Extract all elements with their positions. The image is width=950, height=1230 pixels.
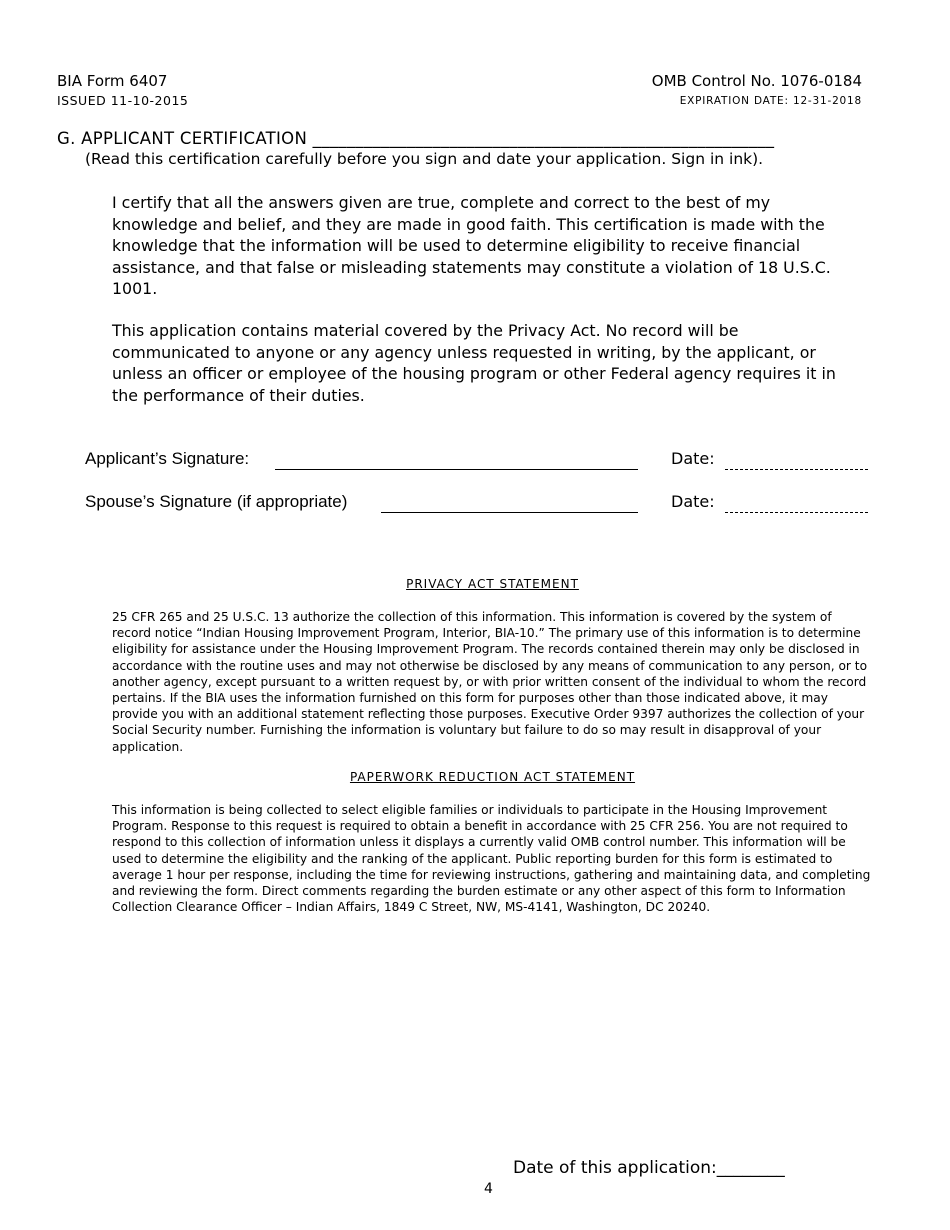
- applicant-signature-label: Applicant’s Signature:: [85, 449, 250, 468]
- applicant-signature-row: [85, 449, 875, 473]
- form-name: BIA Form 6407: [57, 72, 168, 90]
- issued-date: ISSUED 11-10-2015: [57, 93, 189, 108]
- certification-paragraph: I certify that all the answers given are true, complete and correct to the best of my knowledge and belief, and they are made in good faith. This certification is made with the knowledge that the information will be used to determine eligibility to receive financial assistance, and that false or misleading statements may constitute a violation of 18 U.S.C. 1001.: [112, 193, 831, 299]
- spouse-date-field[interactable]: [725, 512, 868, 513]
- privacy-notice-paragraph: This application contains material covered by the Privacy Act. No record will be communicated to anyone or any agency unless requested in writing, by the applicant, or unless an officer or employee of the housing program or other Federal agency requires it in the performance of their duties.: [112, 321, 836, 405]
- applicant-signature-field[interactable]: [275, 469, 638, 470]
- privacy-act-title: PRIVACY ACT STATEMENT: [406, 577, 579, 591]
- omb-control-number: OMB Control No. 1076-0184: [651, 72, 862, 90]
- privacy-act-text: 25 CFR 265 and 25 U.S.C. 13 authorize the collection of this information. This information is covered by the system of record notice “Indian Housing Improvement Program, Interior, BIA-10.” The primary use of this information is to determine eligibility for assistance under the Housing Improvement Program. The records contained therein may only be disclosed in accordance with the routine uses and may not otherwise be disclosed by any means of communication to any person, or to another agency, except pursuant to a written request by, or with prior written consent of the individual to whom the record pertains. If the BIA uses the information furnished on this form for purposes other than those indicated above, it may provide you with an additional statement reflecting those purposes. Executive Order 9397 authorizes the collection of your Social Security number. Furnishing the information is voluntary but failure to do so may result in disapproval of your application.: [112, 610, 868, 754]
- paperwork-act-text: This information is being collected to select eligible families or individuals to participate in the Housing Improvement Program. Response to this request is required to obtain a benefit in accordance with 25 CFR 256. You are not required to respond to this collection of information unless it displays a currently valid OMB control number. This information will be used to determine the eligibility and the ranking of the applicant. Public reporting burden for this form is estimated to average 1 hour per response, including the time for reviewing instructions, gathering and maintaining data, and completing and reviewing the form. Direct comments regarding the burden estimate or any other aspect of this form to Information Collection Clearance Officer – Indian Affairs, 1849 C Street, NW, MS-4141, Washington, DC 20240.: [112, 803, 871, 915]
- spouse-date-label: Date:: [671, 492, 715, 511]
- application-date-field[interactable]: Date of this application:________: [513, 1158, 785, 1178]
- applicant-date-field[interactable]: [725, 469, 868, 470]
- spouse-signature-row: [85, 492, 875, 516]
- page-number: 4: [484, 1181, 493, 1197]
- expiration-date: EXPIRATION DATE: 12-31-2018: [679, 95, 862, 107]
- spouse-signature-label: Spouse’s Signature (if appropriate): [85, 492, 348, 511]
- section-title: G. APPLICANT CERTIFICATION ______________________________________________________: [57, 129, 775, 148]
- section-instructions: (Read this certification carefully before you sign and date your application. Sign in ink).: [85, 150, 764, 168]
- paperwork-act-title: PAPERWORK REDUCTION ACT STATEMENT: [349, 770, 636, 784]
- spouse-signature-field[interactable]: [381, 512, 638, 513]
- applicant-date-label: Date:: [671, 449, 715, 468]
